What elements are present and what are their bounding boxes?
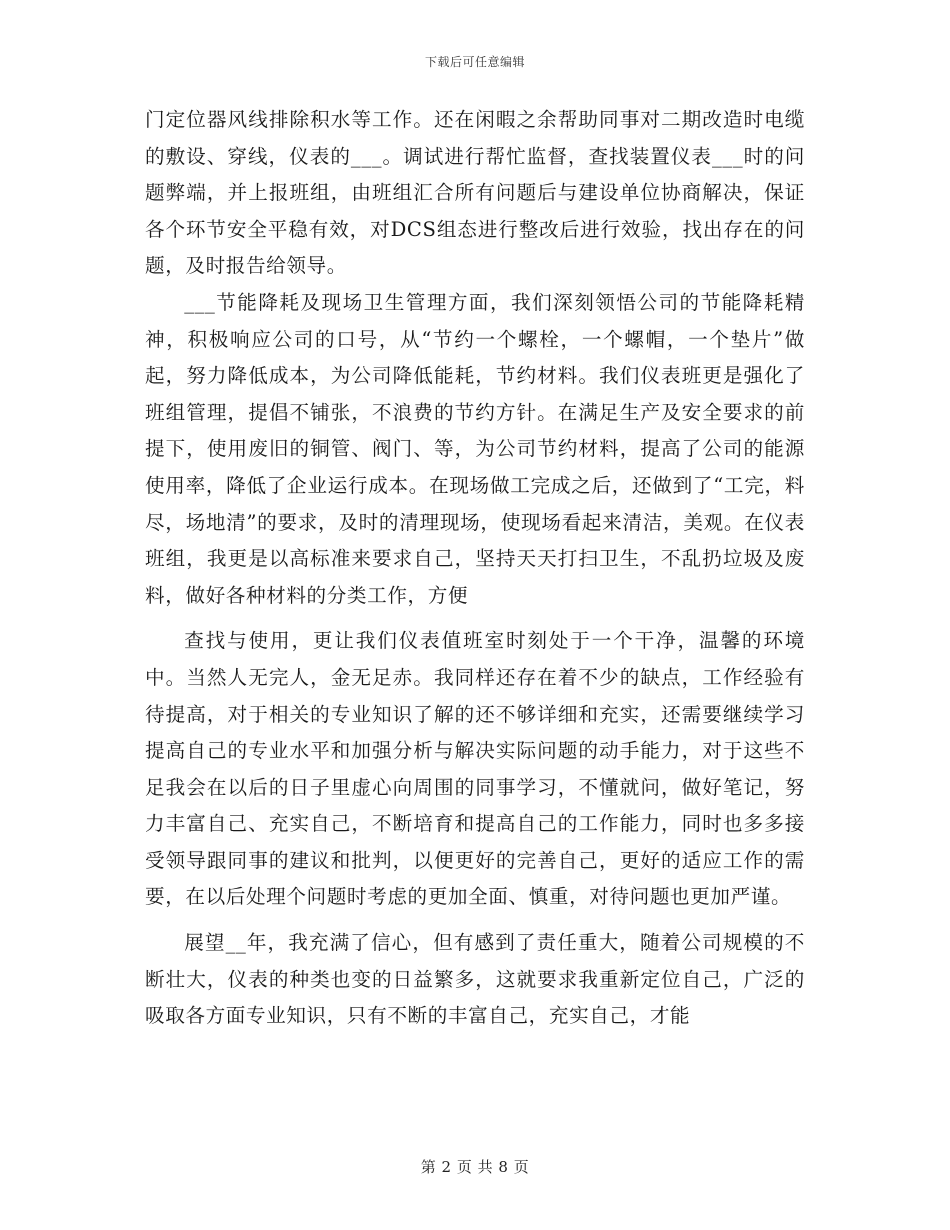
page-header-note: 下载后可任意编辑 (424, 55, 525, 69)
paragraph: ___节能降耗及现场卫生管理方面，我们深刻领悟公司的节能降耗精神，积极响应公司的口号，从“节约一个螺栓，一个螺帽，一个垫片”做起，努力降低成本，为公司降低能耗，节约材料。我们仪表班更是强化了班组管理，提倡不铺张，不浪费的节约方针。在满足生产及安全要求的前提下，使用废旧的铜管、阀门、等，为公司节约材料，提高了公司的能源使用率，降低了企业运行成本。在现场做工完成之后，还做到了“工完，料尽，场地清”的要求，及时的清理现场，使现场看起来清洁，美观。在仪表班组，我更是以高标准来要求自己，坚持天天打扫卫生，不乱扔垃圾及废料，做好各种材料的分类工作，方便 (145, 290, 805, 607)
paragraph: 展望__年，我充满了信心，但有感到了责任重大，随着公司规模的不断壮大，仪表的种类也变的日益繁多，这就要求我重新定位自己，广泛的吸取各方面专业知识，只有不断的丰富自己，充实自己，才能 (145, 931, 805, 1028)
paragraph: 查找与使用，更让我们仪表值班室时刻处于一个干净，温馨的环境中。当然人无完人，金无足赤。我同样还存在着不少的缺点，工作经验有待提高，对于相关的专业知识了解的还不够详细和充实，还需要继续学习提高自己的专业水平和加强分析与解决实际问题的动手能力，对于这些不足我会在以后的日子里虚心向周围的同事学习，不懂就问，做好笔记，努力丰富自己、充实自己，不断培育和提高自己的工作能力，同时也多多接受领导跟同事的建议和批判，以便更好的完善自己，更好的适应工作的需要，在以后处理个问题时考虑的更加全面、慎重，对待问题也更加严谨。 (145, 629, 805, 909)
paragraph: 门定位器风线排除积水等工作。还在闲暇之余帮助同事对二期改造时电缆的敷设、穿线，仪表的___。调试进行帮忙监督，查找装置仪表___时的问题弊端，并上报班组，由班组汇合所有问题后与建设单位协商解决，保证各个环节安全平稳有效，对DCS组态进行整改后进行效验，找出存在的问题，及时报告给领导。 (145, 108, 805, 278)
document-body (145, 102, 805, 1035)
page-number: 第 2 页 共 8 页 (420, 1158, 530, 1176)
